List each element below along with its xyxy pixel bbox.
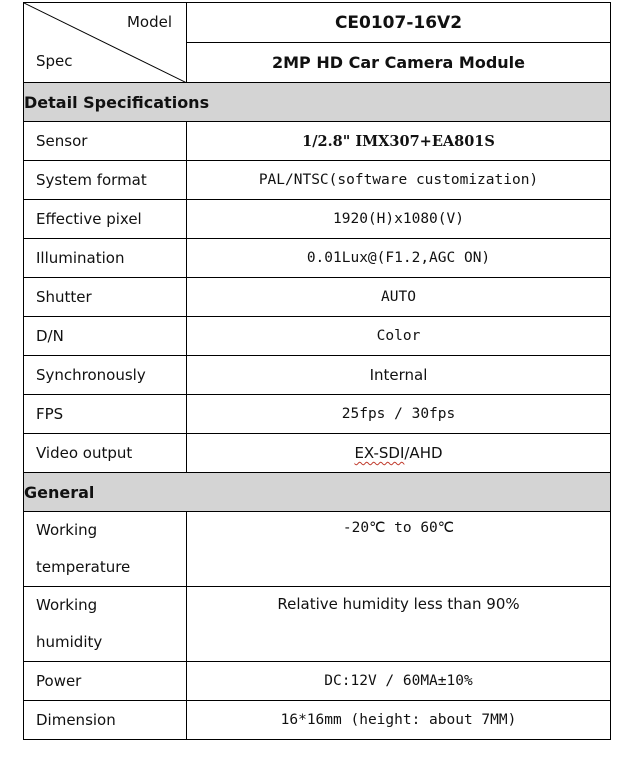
row-value: 1/2.8" IMX307+EA801S	[187, 122, 611, 161]
row-value: 1920(H)x1080(V)	[187, 200, 611, 239]
row-label: Video output	[24, 434, 187, 473]
row-label-line1: Working	[36, 521, 98, 539]
spec-label: Spec	[36, 52, 73, 70]
table-row	[24, 239, 611, 278]
row-label-line2: humidity	[36, 633, 103, 651]
table-row	[24, 434, 611, 473]
row-label: Sensor	[24, 122, 187, 161]
row-label-line2: temperature	[36, 558, 131, 576]
table-row	[24, 161, 611, 200]
row-value: AUTO	[187, 278, 611, 317]
row-value: Color	[187, 317, 611, 356]
row-label	[24, 512, 187, 587]
table-row	[24, 587, 611, 662]
table-row	[24, 317, 611, 356]
spec-table	[23, 2, 611, 740]
row-label: Synchronously	[24, 356, 187, 395]
table-row	[24, 278, 611, 317]
section-title-detail: Detail Specifications	[24, 83, 611, 122]
row-label: Effective pixel	[24, 200, 187, 239]
table-row	[24, 122, 611, 161]
row-label: Dimension	[24, 701, 187, 740]
row-label: FPS	[24, 395, 187, 434]
row-value: Relative humidity less than 90%	[187, 587, 611, 662]
row-label: Power	[24, 662, 187, 701]
table-row	[24, 662, 611, 701]
model-spec-header-cell	[24, 3, 187, 83]
table-row	[24, 512, 611, 587]
spec-value: 2MP HD Car Camera Module	[187, 43, 611, 83]
row-value: DC:12V / 60MA±10%	[187, 662, 611, 701]
row-label: System format	[24, 161, 187, 200]
row-value: 16*16mm (height: about 7MM)	[187, 701, 611, 740]
row-label: D/N	[24, 317, 187, 356]
video-output-ahd: /AHD	[404, 444, 443, 462]
row-label	[24, 587, 187, 662]
row-value: -20℃ to 60℃	[187, 512, 611, 587]
model-label: Model	[126, 13, 172, 31]
table-row	[24, 356, 611, 395]
row-value	[187, 434, 611, 473]
row-value: Internal	[187, 356, 611, 395]
row-label-line1: Working	[36, 596, 98, 614]
table-row	[24, 395, 611, 434]
row-label: Shutter	[24, 278, 187, 317]
video-output-exsdi: EX-SDI	[354, 444, 405, 462]
row-value: 0.01Lux@(F1.2,AGC ON)	[187, 239, 611, 278]
model-value: CE0107-16V2	[187, 3, 611, 43]
section-detail	[24, 83, 611, 122]
section-title-general: General	[24, 473, 611, 512]
table-row	[24, 200, 611, 239]
section-general	[24, 473, 611, 512]
row-value: 25fps / 30fps	[187, 395, 611, 434]
table-row	[24, 701, 611, 740]
row-value: PAL/NTSC(software customization)	[187, 161, 611, 200]
row-label: Illumination	[24, 239, 187, 278]
header-row-model	[24, 3, 611, 43]
